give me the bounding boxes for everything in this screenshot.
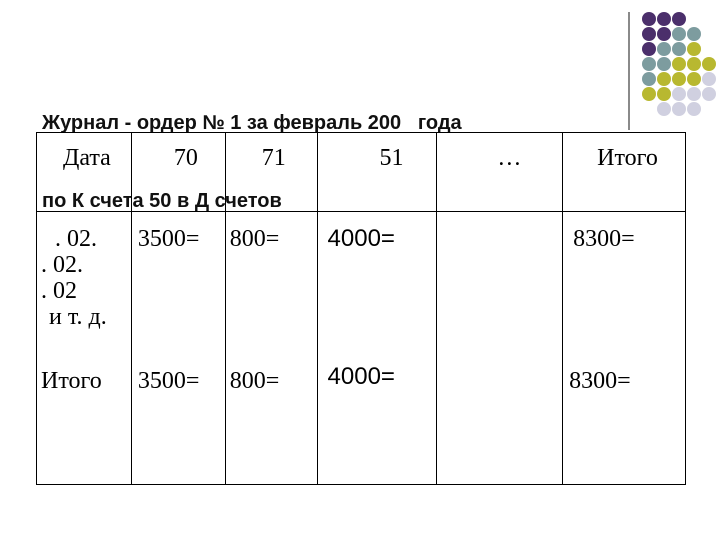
row-cell [437,362,563,485]
decor-dot [687,87,701,101]
header-cell [131,133,225,212]
decorative-vertical-line [628,12,630,130]
table-header-row [37,133,686,212]
decor-dot [642,27,656,41]
decor-dot [657,72,671,86]
header-cell [225,133,317,212]
table-row [37,212,686,363]
header-account-71: 71 [261,145,286,171]
decor-dot [657,57,671,71]
decor-dot [657,102,671,116]
title-line-1: Журнал - ордер № 1 за февраль 200 года [42,112,462,134]
date-line: . 02. [55,226,97,252]
decor-dot [672,12,686,26]
decor-dot [702,72,716,86]
header-cell [437,133,563,212]
value-account-70: 3500= [137,226,200,252]
decor-dot [672,87,686,101]
decor-dot [687,72,701,86]
decor-dot [672,27,686,41]
value-account-71: 800= [229,226,280,252]
decor-dot [672,57,686,71]
header-date: Дата [63,145,111,171]
decorative-dot-grid [639,10,719,120]
header-cell [317,133,437,212]
decor-dot [672,102,686,116]
header-ellipsis: … [497,145,522,171]
decor-dot [687,102,701,116]
header-cell [37,133,132,212]
row-cell [225,212,317,363]
date-line: . 02. [41,252,83,278]
date-line: . 02 [41,278,77,304]
header-account-70: 70 [173,145,198,171]
row-cell [563,362,686,485]
row-cell [225,362,317,485]
value-account-51: 4000= [327,225,395,252]
decor-dot [642,87,656,101]
decor-dot [687,42,701,56]
total-account-51: 4000= [327,363,395,390]
row-cell [131,212,225,363]
decor-dot [642,72,656,86]
header-total: Итого [597,145,658,171]
row-cell [437,212,563,363]
decor-dot [642,12,656,26]
header-account-51: 51 [379,145,404,171]
decor-dot [642,57,656,71]
row-cell [37,212,132,363]
decor-dot [687,57,701,71]
total-grand: 8300= [569,368,631,394]
row-cell [563,212,686,363]
row-cell [37,362,132,485]
total-account-71: 800= [229,368,280,394]
table-row [37,362,686,485]
decor-dot [672,42,686,56]
date-line: и т. д. [49,304,107,330]
decor-dot [672,72,686,86]
value-total: 8300= [573,226,635,252]
decor-dot [702,87,716,101]
header-cell [563,133,686,212]
decor-dot [702,57,716,71]
decor-dot [657,42,671,56]
decor-dot [687,27,701,41]
total-account-70: 3500= [137,368,200,394]
total-row-label: Итого [41,368,102,394]
decor-dot [657,87,671,101]
row-cell [131,362,225,485]
row-cell [317,362,437,485]
decor-dot [657,27,671,41]
decor-dot [642,42,656,56]
decor-dot [657,12,671,26]
row-cell [317,212,437,363]
title-line-2: по К счета 50 в Д счетов [42,190,282,212]
journal-order-table [36,132,686,485]
